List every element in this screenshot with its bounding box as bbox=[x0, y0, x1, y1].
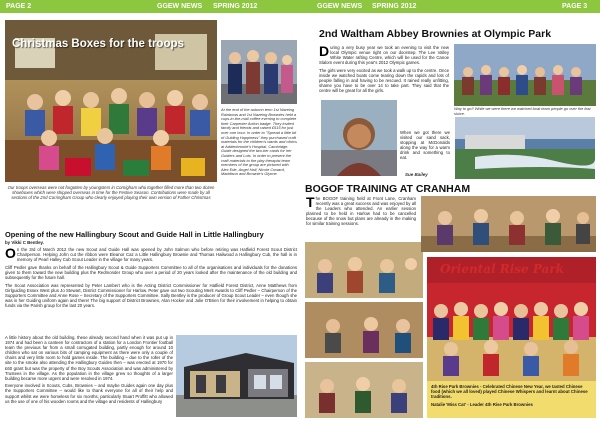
issue-label: SPRING 2012 bbox=[213, 3, 258, 10]
side-photo-caption: At the end of the autumn term 1st Nazeing Rainbows and 1st Nazeing Brownies held a cups-in-the-mail coffee evening to complete their Carpenter Action badge. They invited family and friends and raised £515 for just over one hour. In order to "Spread a little bit of Guiding Happiness" they purchased craft materials for the children's wards and clinics at Addenbrooke's Hospital, Cambridge. Guide designed the two-tier cards for her Guiders and Lots. In order to present the craft materials to the play therapist team members of the group are pictured with Alex Ede, Angel Hall, Nicole Coward, Maddison and Brownie's Glynne. bbox=[221, 107, 297, 177]
cranham-leaders-photo bbox=[421, 196, 596, 252]
cranham-training-photos bbox=[305, 242, 423, 418]
brownie-portrait-photo bbox=[321, 100, 397, 176]
publication-name: GGEW NEWS bbox=[157, 3, 203, 10]
olympic-body-top bbox=[319, 45, 449, 96]
right-page-header bbox=[300, 0, 600, 13]
page-number: PAGE 3 bbox=[562, 3, 588, 10]
olympic-dropcap: D bbox=[319, 43, 330, 59]
oriental-caption: 4th Rise Park Brownies - Celebrated Chinese New Year, we tasted Chinese food (which we all loved) played Chinese Whispers and learnt about Chinese traditions. bbox=[431, 384, 588, 400]
feature-title: Christmas Boxes for the troops bbox=[12, 38, 184, 50]
olympic-paragraph: The girls were very excited as we took a walk up to the centre. Once inside we watched boats come tearing down the rapids and lots of people falling in and having to be rescued. It rained really unfitting, shame you have to be over 14 to take part. They said that the centre will be great for all the girls. bbox=[319, 67, 449, 94]
oriental-rise-park-title: Oriental Rise Park bbox=[440, 262, 564, 276]
cranham-body bbox=[306, 196, 416, 229]
nazeing-brownies-photo bbox=[221, 40, 297, 104]
scout-hall-photo bbox=[176, 335, 297, 417]
oriental-credit: Natalie 'Miss Cat' - Leader 4th Rise Park Brownies bbox=[431, 402, 533, 407]
main-photo-caption: Our troops overseas were not forgotten by youngsters in Cornigham who together filled more than two dozen shoeboxes which were shipped overseas in time for the Festive Season. Contributions were made by all sections of the 2nd Corringham Group who clearly enjoyed playing their own version of Father Christmas bbox=[7, 185, 215, 201]
article-byline: by Vikki C Bentley. bbox=[5, 240, 44, 245]
olympic-side-caption: Way to go!! While we were there we watched boat team people go over the fast sluice. bbox=[454, 106, 591, 116]
article-paragraph: The Scout Association was represented by Peter Lambert who is the Acting District Commissioner for Hatfield Forest District, Anne Matthews from Girlguiding Essex West plus Jo Stewart, District Commissioner for Harlow. Peter gave out two Scouting Merit Awards to Cliff Pedler – Chairperson of the Supporters Committee and Anne Rose – Secretary of the Supporters Committee. Sally Bentley is the producer of Group Scout Leader – even though she was in her Guiding uniform again and there! The big support of District Brownies, Alan Hocker and Julie O'Brien for their involvement in helping to obtain funds via the Parish group for the last 20 years. bbox=[5, 282, 297, 308]
article-body bbox=[5, 247, 297, 311]
whitewater-centre-photo bbox=[455, 117, 595, 179]
left-page-header bbox=[0, 0, 300, 13]
cranham-dropcap: T bbox=[306, 194, 315, 210]
olympic-paragraph: During a very busy year we took an evening to visit the new local Olympic venue right on our doorstep. The Lee Valley White Water rafting Centre, which will be used for the Canoe Slalom event during this year's 2012 Olympic games. bbox=[319, 43, 449, 66]
article-dropcap: O bbox=[5, 245, 16, 261]
article-title: Opening of the new Hallingbury Scout and Guide Hall in Little Hallingbury bbox=[5, 230, 264, 239]
issue-label: SPRING 2012 bbox=[372, 3, 417, 10]
article-body-continued bbox=[5, 335, 173, 406]
christmas-boxes-photo bbox=[5, 20, 217, 182]
right-page bbox=[300, 0, 600, 422]
article-paragraph: Everyone involved in Scouts, Cubs, Brownies – and maybe Guides again one day plus the Supporters Committee – would like to thank everyone for all of their help and support whilst we were homeless for six months, particularly Stuart Proffitt who allowed us the use of one of his wooden rooms and the village and residents of Hallingbury bbox=[5, 383, 173, 404]
olympic-signature: Sue Bailey bbox=[405, 172, 428, 177]
cranham-paragraph: The BOGOF training held at Front Lane, Cranham recently was a great success and was enjoyed by all the Leaders who attended. An earlier session planned to be held in Harlow had to be cancelled because of the snow but plans are already in the making for similar training sessions. bbox=[306, 194, 416, 227]
olympic-group-photo bbox=[454, 44, 596, 106]
article-paragraph: A little history about the old building, these already second hand when it was put up in 1974 and had been a canteen for contractors of a station for a London Frontier football team the previous far from a small corrugated building, partly enough for around 10 children who sat on various bits of camping equipment as there were only a couple of chairs and very little room to hold games inside. The building – due to the roller of the site to the smoke also attending the Hallingbury Guides then – was erected at 1970 for £60 grant but was the property of the Boy Scouts Association and was administered by Trustees in the village. As the population in the village grew so thoughts of a larger building became more urgent and were resolved in 1974. bbox=[5, 335, 173, 381]
page-number: PAGE 2 bbox=[6, 3, 32, 10]
cranham-title: BOGOF TRAINING AT CRANHAM bbox=[305, 183, 471, 195]
olympic-body-side bbox=[400, 130, 450, 163]
article-paragraph: Cliff Pedler gave thanks on behalf of the Hallingbury Scout & Guide Supporters Committee to all of the organisations and individuals for the donations given to them toward the new building plus the Redmonder Group who over a period of 20 years looked after the maintenance of the old building and subsequently for the future hall. bbox=[5, 264, 297, 280]
olympic-title: 2nd Waltham Abbey Brownies at Olympic Park bbox=[319, 28, 552, 40]
publication-name: GGEW NEWS bbox=[317, 3, 363, 10]
olympic-paragraph: When we got there we visited our sand sack, stopping at McDonalds along the way for a warm drink and something to eat. bbox=[400, 130, 450, 161]
article-paragraph: On the 3rd of March 2012 the new Scout and Guide Hall was opened by John Salmon who before retiring was Hatfield Forest Scout District Chairperson. Helping John cut the ribbon were Eleanor Caz a Little Hallingbury Brownie and Thomas Hailwood a Hallingbury Cub, the hall is in memory of Pearl Halley Cub Scout Leader in the village for many years. bbox=[5, 245, 297, 263]
